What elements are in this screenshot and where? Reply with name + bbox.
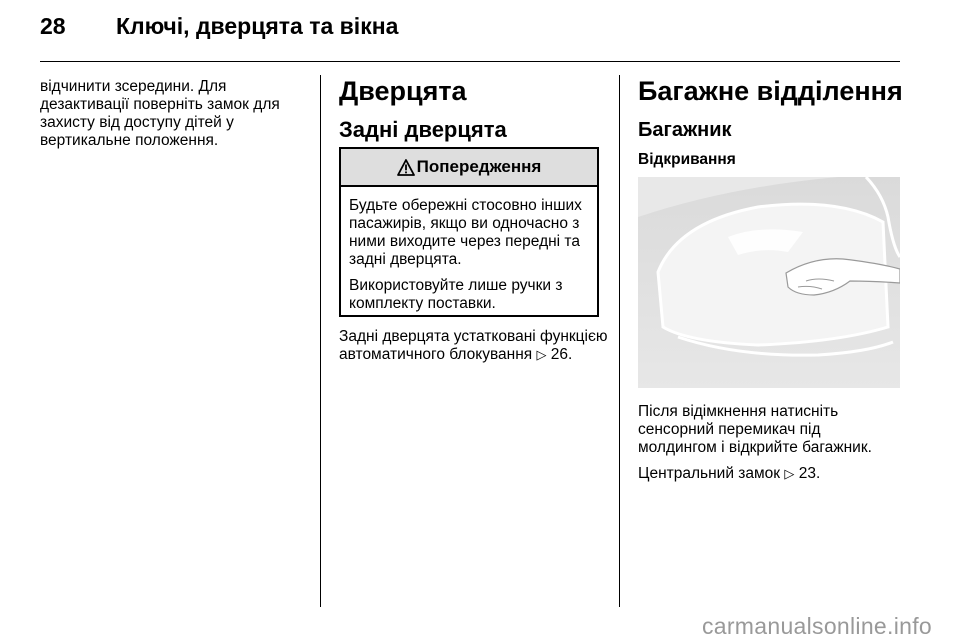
section-heading-doors: Дверцята xyxy=(339,76,467,106)
subheading-trunk: Багажник xyxy=(638,119,732,141)
section-heading-luggage: Багажне відділення xyxy=(638,76,903,106)
page-number: 28 xyxy=(40,13,66,39)
trunk-illustration-svg xyxy=(638,177,900,388)
chapter-title: Ключі, дверцята та вікна xyxy=(116,13,399,39)
column-divider xyxy=(320,75,321,607)
left-paragraph: відчинити зсередини. Для дезактивації поверніть замок для захисту від доступу дітей у вертикальне положення. xyxy=(40,78,280,149)
page-header xyxy=(0,0,960,62)
rear-doors-paragraph xyxy=(339,328,609,364)
warning-triangle-icon xyxy=(397,159,415,176)
warning-body xyxy=(341,187,597,313)
reference-arrow-icon: ▷ xyxy=(536,347,547,362)
rear-doors-text: Задні дверцята устатковані функцією автоматичного блокування xyxy=(339,328,608,363)
watermark: carmanualsonline.info xyxy=(701,613,932,639)
reference-arrow-icon: ▷ xyxy=(784,466,795,481)
warning-header xyxy=(341,149,597,187)
reference-page-link[interactable]: 23. xyxy=(798,465,821,482)
header-divider xyxy=(40,61,900,62)
subheading-opening: Відкривання xyxy=(638,151,736,168)
reference-page-link[interactable]: 26. xyxy=(550,346,573,363)
trunk-opening-illustration xyxy=(638,177,900,388)
warning-text: Використовуйте лише ручки з комплекту поставки. xyxy=(349,277,563,312)
central-lock-text: Центральний замок xyxy=(638,465,781,482)
central-lock-paragraph xyxy=(638,465,898,483)
trunk-paragraph: Після відімкнення натисніть сенсорний перемикач під молдингом і відкрийте багажник. xyxy=(638,403,872,456)
warning-text: Будьте обережні стосовно інших пасажирів, якщо ви одночасно з ними виходите через передні та задні дверцята. xyxy=(349,197,582,268)
subheading-rear-doors: Задні дверцята xyxy=(339,117,507,142)
warning-box xyxy=(339,147,599,317)
warning-title: Попередження xyxy=(416,157,542,176)
column-divider xyxy=(619,75,620,607)
